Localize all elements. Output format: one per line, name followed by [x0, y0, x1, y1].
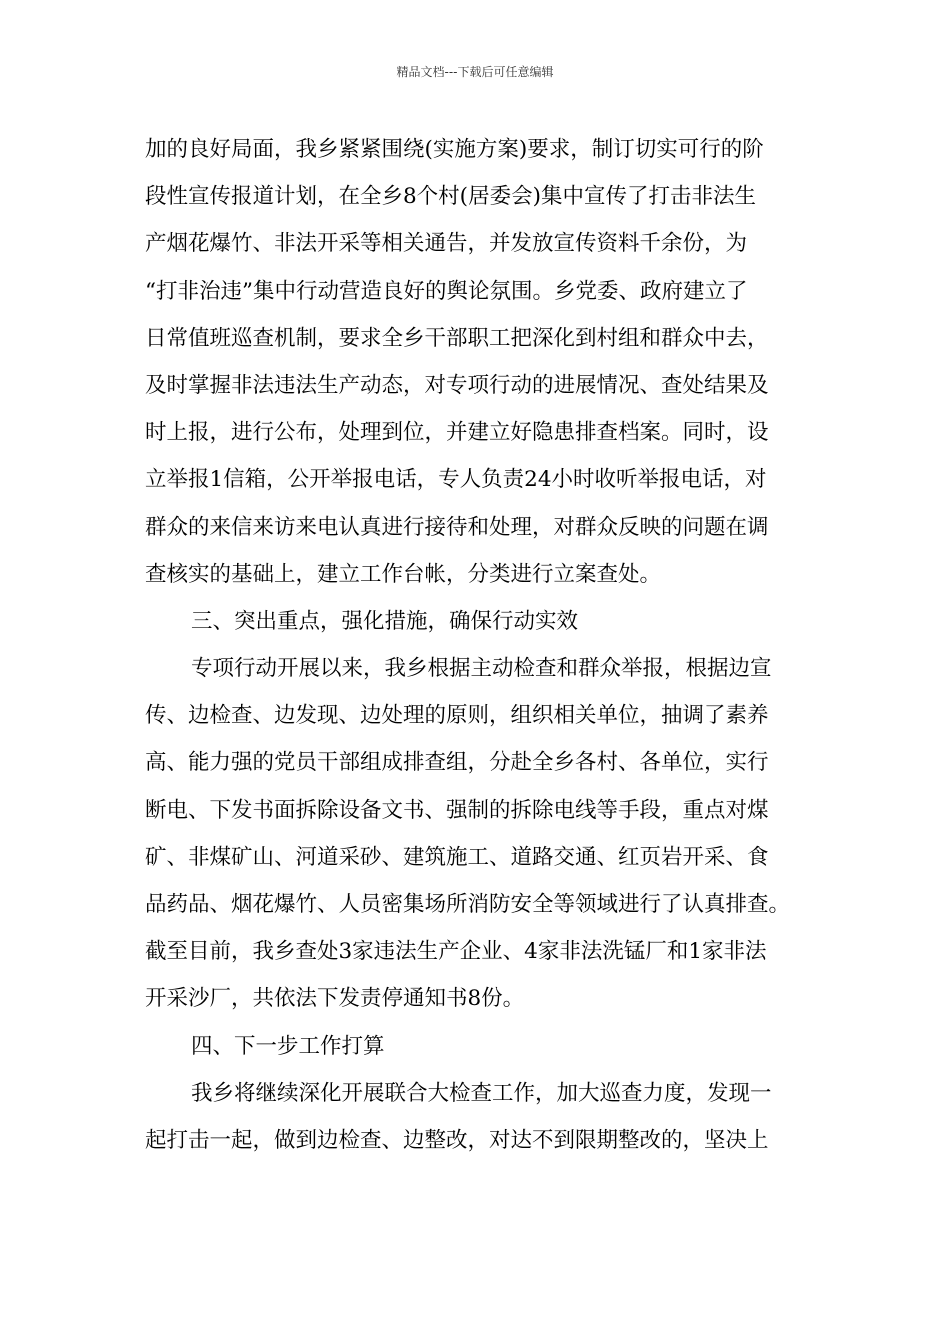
text-line: 及时掌握非法违法生产动态，对专项行动的进展情况、查处结果及 [145, 372, 769, 398]
text-line: 查核实的基础上，建立工作台帐，分类进行立案查处。 [145, 561, 662, 587]
document-body [145, 126, 807, 1164]
text-line: “打非治违”集中行动营造良好的舆论氛围。乡党委、政府建立了 [145, 278, 748, 304]
text-line: 起打击一起，做到边检查、边整改，对达不到限期整改的，坚决上 [145, 1127, 769, 1153]
text-line: 专项行动开展以来，我乡根据主动检查和群众举报，根据边宣 [191, 656, 772, 682]
page-header: 精品文档---下载后可任意编辑 [396, 65, 554, 79]
text-line: 日常值班巡查机制，要求全乡干部职工把深化到村组和群众中去， [145, 325, 769, 351]
text-line: 品药品、烟花爆竹、人员密集场所消防安全等领域进行了认真排查。 [145, 892, 791, 917]
text-line: 立举报1信箱，公开举报电话，专人负责24小时收听举报电话，对 [145, 467, 767, 493]
text-line: 加的良好局面，我乡紧紧围绕(实施方案)要求，制订切实可行的阶 [145, 137, 764, 162]
text-line: 截至目前，我乡查处3家违法生产企业、4家非法洗锰厂和1家非法 [145, 939, 767, 965]
text-line: 高、能力强的党员干部组成排查组，分赴全乡各村、各单位，实行 [145, 750, 769, 776]
section-heading: 三、突出重点，强化措施，确保行动实效 [191, 608, 579, 634]
text-line: 断电、下发书面拆除设备文书、强制的拆除电线等手段，重点对煤 [145, 797, 769, 823]
section-heading: 四、下一步工作打算 [191, 1033, 385, 1059]
text-line: 产烟花爆竹、非法开采等相关通告，并发放宣传资料千余份，为 [145, 231, 748, 257]
text-line: 传、边检查、边发现、边处理的原则，组织相关单位，抽调了素养 [145, 703, 769, 729]
text-line: 时上报，进行公布，处理到位，并建立好隐患排查档案。同时，设 [145, 420, 769, 446]
text-line: 群众的来信来访来电认真进行接待和处理，对群众反映的问题在调 [145, 514, 769, 540]
text-line: 我乡将继续深化开展联合大检查工作，加大巡查力度，发现一 [191, 1080, 772, 1106]
text-line: 开采沙厂，共依法下发责停通知书8份。 [145, 986, 525, 1012]
text-line: 段性宣传报道计划，在全乡8个村(居委会)集中宣传了打击非法生 [145, 184, 756, 210]
text-line: 矿、非煤矿山、河道采砂、建筑施工、道路交通、红页岩开采、食 [145, 844, 769, 870]
